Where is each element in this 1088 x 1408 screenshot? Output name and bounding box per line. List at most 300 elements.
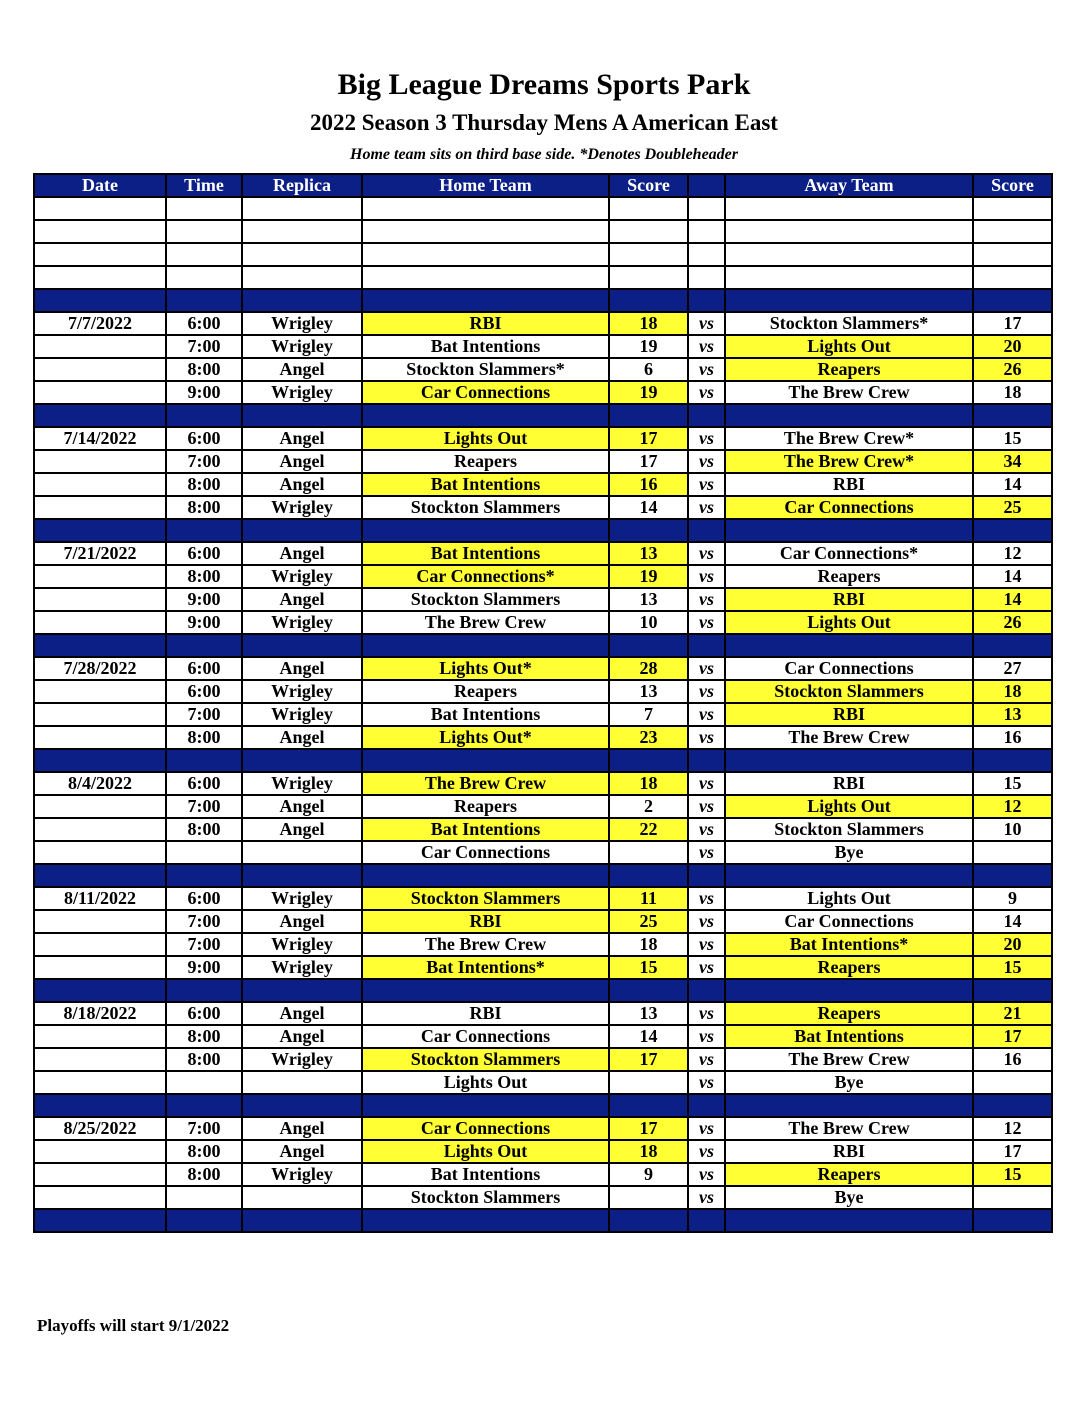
vs-cell: vs xyxy=(688,1002,725,1025)
time-cell: 9:00 xyxy=(166,611,242,634)
vs-cell: vs xyxy=(688,726,725,749)
away-team-cell: Car Connections xyxy=(725,910,973,933)
away-score-cell: 26 xyxy=(973,358,1052,381)
away-team-cell: The Brew Crew xyxy=(725,381,973,404)
date-cell xyxy=(34,1140,166,1163)
date-cell xyxy=(34,1048,166,1071)
away-score-cell xyxy=(973,1094,1052,1117)
away-team-cell xyxy=(725,220,973,243)
home-score-cell: 18 xyxy=(609,312,688,335)
away-team-cell: RBI xyxy=(725,772,973,795)
vs-cell: vs xyxy=(688,588,725,611)
replica-cell: Wrigley xyxy=(242,1048,362,1071)
away-team-cell xyxy=(725,634,973,657)
home-team-cell xyxy=(362,266,609,289)
away-team-cell: Reapers xyxy=(725,565,973,588)
date-cell xyxy=(34,496,166,519)
schedule-body xyxy=(34,197,1052,1232)
game-row xyxy=(34,1117,1052,1140)
time-cell: 8:00 xyxy=(166,358,242,381)
home-score-cell: 17 xyxy=(609,450,688,473)
home-team-cell: Stockton Slammers xyxy=(362,1048,609,1071)
time-cell xyxy=(166,749,242,772)
date-cell xyxy=(34,841,166,864)
away-team-cell xyxy=(725,1209,973,1232)
home-team-cell xyxy=(362,243,609,266)
away-score-cell: 12 xyxy=(973,542,1052,565)
home-score-cell: 13 xyxy=(609,1002,688,1025)
time-cell: 8:00 xyxy=(166,496,242,519)
home-score-cell: 22 xyxy=(609,818,688,841)
time-cell xyxy=(166,266,242,289)
away-score-cell xyxy=(973,864,1052,887)
vs-cell xyxy=(688,864,725,887)
header-row xyxy=(34,174,1052,197)
game-row xyxy=(34,910,1052,933)
home-team-cell: Stockton Slammers xyxy=(362,496,609,519)
date-cell xyxy=(34,1094,166,1117)
home-score-cell xyxy=(609,1071,688,1094)
away-score-cell xyxy=(973,979,1052,1002)
home-team-cell: The Brew Crew xyxy=(362,611,609,634)
away-score-cell: 17 xyxy=(973,1140,1052,1163)
away-team-cell: Stockton Slammers xyxy=(725,680,973,703)
home-score-cell xyxy=(609,864,688,887)
away-team-cell xyxy=(725,404,973,427)
replica-cell: Angel xyxy=(242,588,362,611)
vs-cell: vs xyxy=(688,795,725,818)
home-team-cell: Lights Out* xyxy=(362,657,609,680)
replica-cell: Angel xyxy=(242,358,362,381)
replica-cell xyxy=(242,404,362,427)
replica-cell xyxy=(242,749,362,772)
vs-cell: vs xyxy=(688,703,725,726)
replica-cell: Angel xyxy=(242,1025,362,1048)
home-score-cell: 16 xyxy=(609,473,688,496)
date-cell xyxy=(34,680,166,703)
away-score-cell: 12 xyxy=(973,1117,1052,1140)
replica-cell xyxy=(242,519,362,542)
vs-cell xyxy=(688,220,725,243)
time-cell: 8:00 xyxy=(166,818,242,841)
home-team-cell xyxy=(362,1094,609,1117)
replica-cell: Wrigley xyxy=(242,680,362,703)
home-team-cell xyxy=(362,864,609,887)
away-team-cell: The Brew Crew xyxy=(725,1117,973,1140)
game-row xyxy=(34,1048,1052,1071)
game-row xyxy=(34,1002,1052,1025)
replica-cell xyxy=(242,1186,362,1209)
time-cell: 6:00 xyxy=(166,312,242,335)
away-score-cell: 20 xyxy=(973,933,1052,956)
vs-cell: vs xyxy=(688,1186,725,1209)
away-score-cell: 12 xyxy=(973,795,1052,818)
home-team-cell: The Brew Crew xyxy=(362,772,609,795)
vs-cell: vs xyxy=(688,611,725,634)
date-cell xyxy=(34,404,166,427)
away-score-cell: 15 xyxy=(973,1163,1052,1186)
game-row xyxy=(34,726,1052,749)
replica-cell: Angel xyxy=(242,795,362,818)
away-score-cell: 18 xyxy=(973,381,1052,404)
home-score-cell: 9 xyxy=(609,1163,688,1186)
vs-cell: vs xyxy=(688,496,725,519)
date-cell xyxy=(34,703,166,726)
away-score-cell xyxy=(973,634,1052,657)
column-header-away-score: Score xyxy=(973,174,1052,197)
date-cell: 7/7/2022 xyxy=(34,312,166,335)
vs-cell: vs xyxy=(688,335,725,358)
vs-cell: vs xyxy=(688,358,725,381)
home-score-cell xyxy=(609,220,688,243)
blank-row xyxy=(34,266,1052,289)
vs-cell xyxy=(688,404,725,427)
vs-cell: vs xyxy=(688,956,725,979)
home-score-cell: 18 xyxy=(609,933,688,956)
home-score-cell: 14 xyxy=(609,496,688,519)
away-team-cell: Bye xyxy=(725,1186,973,1209)
date-cell xyxy=(34,1186,166,1209)
replica-cell: Angel xyxy=(242,910,362,933)
vs-cell: vs xyxy=(688,680,725,703)
time-cell: 7:00 xyxy=(166,795,242,818)
home-score-cell xyxy=(609,1209,688,1232)
replica-cell xyxy=(242,266,362,289)
separator-row xyxy=(34,519,1052,542)
home-score-cell: 23 xyxy=(609,726,688,749)
time-cell xyxy=(166,289,242,312)
home-team-cell: The Brew Crew xyxy=(362,933,609,956)
game-row xyxy=(34,450,1052,473)
game-row xyxy=(34,795,1052,818)
time-cell xyxy=(166,404,242,427)
home-team-cell xyxy=(362,519,609,542)
date-cell xyxy=(34,243,166,266)
time-cell xyxy=(166,1071,242,1094)
away-team-cell: Bat Intentions* xyxy=(725,933,973,956)
game-row xyxy=(34,496,1052,519)
time-cell: 8:00 xyxy=(166,726,242,749)
replica-cell xyxy=(242,841,362,864)
separator-row xyxy=(34,404,1052,427)
game-row xyxy=(34,680,1052,703)
home-team-cell: Lights Out xyxy=(362,1071,609,1094)
away-score-cell xyxy=(973,1209,1052,1232)
replica-cell: Angel xyxy=(242,450,362,473)
away-score-cell: 14 xyxy=(973,565,1052,588)
date-cell xyxy=(34,795,166,818)
column-header-home-team: Home Team xyxy=(362,174,609,197)
home-team-cell: Lights Out* xyxy=(362,726,609,749)
away-score-cell xyxy=(973,220,1052,243)
column-header-vs xyxy=(688,174,725,197)
replica-cell: Angel xyxy=(242,726,362,749)
time-cell: 6:00 xyxy=(166,427,242,450)
vs-cell xyxy=(688,519,725,542)
replica-cell: Angel xyxy=(242,1117,362,1140)
replica-cell xyxy=(242,289,362,312)
time-cell xyxy=(166,1186,242,1209)
away-score-cell: 14 xyxy=(973,588,1052,611)
date-cell xyxy=(34,726,166,749)
game-row xyxy=(34,657,1052,680)
home-score-cell: 7 xyxy=(609,703,688,726)
replica-cell: Angel xyxy=(242,427,362,450)
replica-cell: Angel xyxy=(242,473,362,496)
home-team-cell: Car Connections xyxy=(362,841,609,864)
time-cell xyxy=(166,197,242,220)
home-team-cell: Stockton Slammers xyxy=(362,1186,609,1209)
replica-cell: Angel xyxy=(242,1002,362,1025)
game-row xyxy=(34,427,1052,450)
replica-cell xyxy=(242,220,362,243)
time-cell: 6:00 xyxy=(166,542,242,565)
game-row xyxy=(34,381,1052,404)
game-row xyxy=(34,933,1052,956)
home-team-cell xyxy=(362,197,609,220)
separator-row xyxy=(34,1209,1052,1232)
away-score-cell xyxy=(973,1186,1052,1209)
away-score-cell: 15 xyxy=(973,956,1052,979)
game-row xyxy=(34,473,1052,496)
date-cell xyxy=(34,864,166,887)
blank-row xyxy=(34,220,1052,243)
date-cell xyxy=(34,197,166,220)
date-cell: 8/25/2022 xyxy=(34,1117,166,1140)
home-team-cell xyxy=(362,220,609,243)
home-team-cell: Car Connections* xyxy=(362,565,609,588)
date-cell xyxy=(34,611,166,634)
home-score-cell: 13 xyxy=(609,542,688,565)
separator-row xyxy=(34,864,1052,887)
away-team-cell: Reapers xyxy=(725,1163,973,1186)
time-cell xyxy=(166,864,242,887)
home-score-cell xyxy=(609,1186,688,1209)
home-score-cell: 28 xyxy=(609,657,688,680)
vs-cell: vs xyxy=(688,450,725,473)
game-row xyxy=(34,588,1052,611)
time-cell: 8:00 xyxy=(166,1048,242,1071)
time-cell: 6:00 xyxy=(166,772,242,795)
away-score-cell xyxy=(973,197,1052,220)
replica-cell: Angel xyxy=(242,542,362,565)
home-score-cell: 17 xyxy=(609,1048,688,1071)
away-score-cell: 14 xyxy=(973,473,1052,496)
game-row xyxy=(34,841,1052,864)
date-cell xyxy=(34,818,166,841)
away-team-cell: Lights Out xyxy=(725,611,973,634)
date-cell: 7/21/2022 xyxy=(34,542,166,565)
date-cell: 7/28/2022 xyxy=(34,657,166,680)
away-score-cell: 10 xyxy=(973,818,1052,841)
time-cell xyxy=(166,1094,242,1117)
vs-cell: vs xyxy=(688,1071,725,1094)
date-cell xyxy=(34,956,166,979)
game-row xyxy=(34,611,1052,634)
home-team-cell: Lights Out xyxy=(362,427,609,450)
vs-cell xyxy=(688,197,725,220)
home-score-cell: 18 xyxy=(609,1140,688,1163)
time-cell: 8:00 xyxy=(166,473,242,496)
vs-cell: vs xyxy=(688,1025,725,1048)
time-cell: 8:00 xyxy=(166,565,242,588)
time-cell: 6:00 xyxy=(166,1002,242,1025)
away-team-cell: RBI xyxy=(725,703,973,726)
home-score-cell: 17 xyxy=(609,427,688,450)
vs-cell: vs xyxy=(688,910,725,933)
home-score-cell: 13 xyxy=(609,680,688,703)
away-team-cell: Bye xyxy=(725,841,973,864)
date-cell xyxy=(34,220,166,243)
home-team-cell xyxy=(362,404,609,427)
replica-cell xyxy=(242,979,362,1002)
home-team-cell: Bat Intentions xyxy=(362,818,609,841)
date-cell xyxy=(34,381,166,404)
replica-cell: Angel xyxy=(242,1140,362,1163)
schedule-table xyxy=(33,173,1053,1233)
time-cell: 7:00 xyxy=(166,910,242,933)
away-score-cell xyxy=(973,749,1052,772)
away-score-cell: 26 xyxy=(973,611,1052,634)
away-score-cell xyxy=(973,289,1052,312)
date-cell xyxy=(34,588,166,611)
home-score-cell xyxy=(609,197,688,220)
time-cell: 7:00 xyxy=(166,335,242,358)
date-cell xyxy=(34,1163,166,1186)
time-cell xyxy=(166,220,242,243)
replica-cell: Angel xyxy=(242,657,362,680)
game-row xyxy=(34,1163,1052,1186)
replica-cell xyxy=(242,243,362,266)
home-score-cell: 25 xyxy=(609,910,688,933)
home-score-cell xyxy=(609,1094,688,1117)
date-cell: 8/18/2022 xyxy=(34,1002,166,1025)
away-team-cell xyxy=(725,864,973,887)
home-team-cell: Stockton Slammers xyxy=(362,887,609,910)
away-score-cell xyxy=(973,243,1052,266)
date-cell xyxy=(34,910,166,933)
game-row xyxy=(34,542,1052,565)
game-row xyxy=(34,358,1052,381)
vs-cell xyxy=(688,749,725,772)
blank-row xyxy=(34,243,1052,266)
replica-cell xyxy=(242,634,362,657)
vs-cell: vs xyxy=(688,542,725,565)
home-team-cell: Bat Intentions xyxy=(362,542,609,565)
home-score-cell xyxy=(609,243,688,266)
game-row xyxy=(34,818,1052,841)
vs-cell xyxy=(688,634,725,657)
time-cell: 8:00 xyxy=(166,1025,242,1048)
away-team-cell xyxy=(725,266,973,289)
home-team-cell: Car Connections xyxy=(362,1117,609,1140)
time-cell xyxy=(166,634,242,657)
away-score-cell: 17 xyxy=(973,312,1052,335)
away-score-cell xyxy=(973,266,1052,289)
column-header-home-score: Score xyxy=(609,174,688,197)
replica-cell: Wrigley xyxy=(242,703,362,726)
vs-cell xyxy=(688,243,725,266)
away-team-cell: Lights Out xyxy=(725,795,973,818)
game-row xyxy=(34,1071,1052,1094)
away-score-cell xyxy=(973,1071,1052,1094)
home-score-cell xyxy=(609,749,688,772)
replica-cell: Wrigley xyxy=(242,933,362,956)
time-cell: 8:00 xyxy=(166,1140,242,1163)
replica-cell: Wrigley xyxy=(242,381,362,404)
vs-cell xyxy=(688,289,725,312)
vs-cell xyxy=(688,266,725,289)
replica-cell: Wrigley xyxy=(242,565,362,588)
away-score-cell: 13 xyxy=(973,703,1052,726)
away-team-cell: Car Connections* xyxy=(725,542,973,565)
home-score-cell xyxy=(609,519,688,542)
date-cell xyxy=(34,335,166,358)
home-score-cell: 18 xyxy=(609,772,688,795)
home-score-cell: 19 xyxy=(609,335,688,358)
footer-note: Playoffs will start 9/1/2022 xyxy=(37,1316,230,1335)
game-row xyxy=(34,772,1052,795)
away-team-cell: Reapers xyxy=(725,358,973,381)
page-note: Home team sits on third base side. *Denotes Doubleheader xyxy=(350,146,738,163)
vs-cell: vs xyxy=(688,841,725,864)
away-team-cell: Car Connections xyxy=(725,657,973,680)
away-team-cell: RBI xyxy=(725,588,973,611)
time-cell xyxy=(166,1209,242,1232)
column-header-replica: Replica xyxy=(242,174,362,197)
home-team-cell: RBI xyxy=(362,910,609,933)
blank-row xyxy=(34,197,1052,220)
date-cell: 7/14/2022 xyxy=(34,427,166,450)
home-score-cell: 15 xyxy=(609,956,688,979)
date-cell xyxy=(34,1025,166,1048)
away-score-cell xyxy=(973,519,1052,542)
time-cell xyxy=(166,519,242,542)
column-header-date: Date xyxy=(34,174,166,197)
time-cell: 8:00 xyxy=(166,1163,242,1186)
replica-cell: Wrigley xyxy=(242,956,362,979)
date-cell: 8/11/2022 xyxy=(34,887,166,910)
away-team-cell: Car Connections xyxy=(725,496,973,519)
vs-cell: vs xyxy=(688,473,725,496)
game-row xyxy=(34,335,1052,358)
home-team-cell: Bat Intentions xyxy=(362,335,609,358)
away-team-cell: The Brew Crew xyxy=(725,1048,973,1071)
time-cell: 9:00 xyxy=(166,381,242,404)
home-team-cell: RBI xyxy=(362,312,609,335)
home-team-cell: RBI xyxy=(362,1002,609,1025)
date-cell xyxy=(34,519,166,542)
away-team-cell: Lights Out xyxy=(725,335,973,358)
date-cell xyxy=(34,749,166,772)
away-score-cell: 17 xyxy=(973,1025,1052,1048)
replica-cell: Wrigley xyxy=(242,496,362,519)
date-cell xyxy=(34,634,166,657)
away-team-cell: Reapers xyxy=(725,1002,973,1025)
time-cell: 6:00 xyxy=(166,680,242,703)
home-score-cell xyxy=(609,289,688,312)
away-score-cell: 9 xyxy=(973,887,1052,910)
page-title: Big League Dreams Sports Park xyxy=(337,68,751,101)
vs-cell xyxy=(688,979,725,1002)
away-score-cell xyxy=(973,404,1052,427)
time-cell: 9:00 xyxy=(166,956,242,979)
vs-cell: vs xyxy=(688,565,725,588)
away-score-cell: 34 xyxy=(973,450,1052,473)
away-team-cell xyxy=(725,243,973,266)
vs-cell: vs xyxy=(688,772,725,795)
vs-cell: vs xyxy=(688,887,725,910)
